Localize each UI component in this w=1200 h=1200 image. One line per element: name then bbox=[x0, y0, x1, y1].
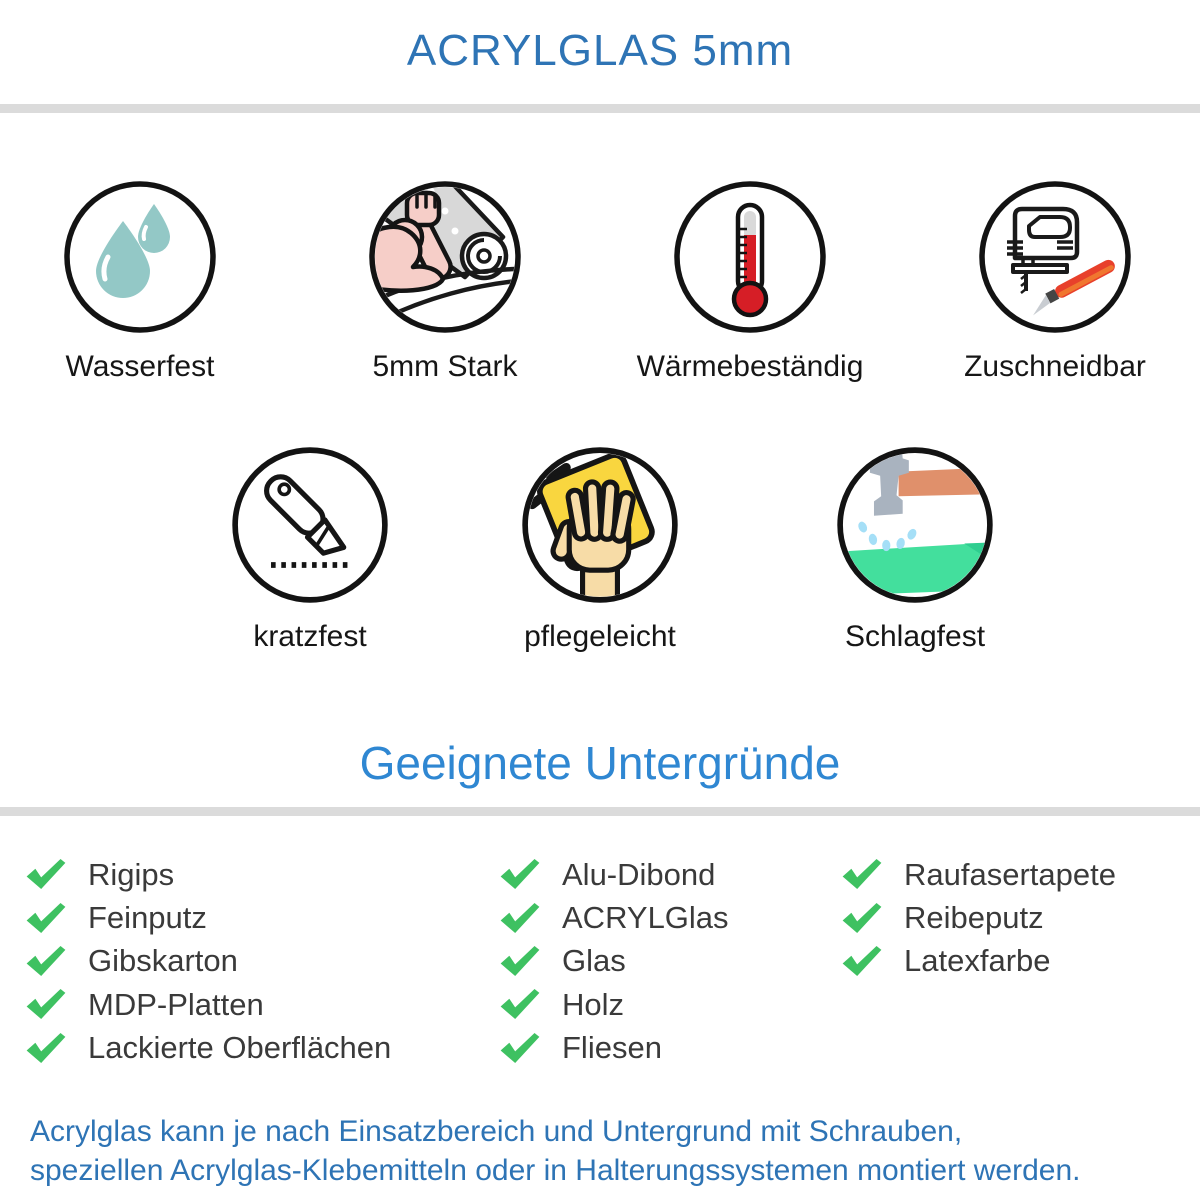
surfaces-heading: Geeignete Untergründe bbox=[359, 737, 841, 789]
checkmark-icon bbox=[498, 903, 542, 934]
surface-item bbox=[498, 940, 729, 983]
checkmark-icon bbox=[840, 903, 884, 934]
checkmark-icon bbox=[498, 946, 542, 977]
surface-label: Glas bbox=[562, 943, 626, 979]
surfaces-column-2 bbox=[498, 853, 729, 1070]
surface-item bbox=[24, 983, 391, 1026]
divider-top bbox=[0, 104, 1200, 113]
mounting-note-line2: speziellen Acrylglas-Klebemitteln oder in Halterungssystemen montiert werden. bbox=[30, 1154, 1081, 1187]
feature-label: kratzfest bbox=[253, 620, 367, 653]
divider-middle bbox=[0, 807, 1200, 816]
surface-item bbox=[498, 896, 729, 939]
checkmark-icon bbox=[498, 1033, 542, 1064]
feature-label: 5mm Stark bbox=[372, 350, 518, 383]
hand-cloth-icon bbox=[520, 445, 680, 605]
surface-item bbox=[840, 940, 1116, 983]
surface-label: Lackierte Oberflächen bbox=[88, 1030, 392, 1066]
surface-label: Latexfarbe bbox=[904, 943, 1051, 979]
page-title: ACRYLGLAS 5mm bbox=[406, 26, 794, 75]
feature-pflegeleicht bbox=[460, 445, 740, 654]
surface-item bbox=[24, 853, 391, 896]
checkmark-icon bbox=[24, 989, 68, 1020]
surface-item bbox=[498, 1027, 729, 1070]
checkmark-icon bbox=[498, 859, 542, 890]
surface-label: ACRYLGlas bbox=[562, 900, 729, 936]
surface-item bbox=[840, 896, 1116, 939]
checkmark-icon bbox=[24, 903, 68, 934]
surface-label: Alu-Dibond bbox=[562, 856, 716, 892]
feature-label: pflegeleicht bbox=[524, 620, 676, 653]
checkmark-icon bbox=[24, 946, 68, 977]
feature-5mm-stark bbox=[305, 179, 585, 384]
jigsaw-cutter-icon bbox=[977, 179, 1133, 335]
surface-item bbox=[840, 853, 1116, 896]
feature-label: Schlagfest bbox=[844, 620, 986, 653]
checkmark-icon bbox=[24, 1033, 68, 1064]
feature-label: Wasserfest bbox=[65, 350, 215, 383]
mounting-note-line1: Acrylglas kann je nach Einsatzbereich und Untergrund mit Schrauben, bbox=[30, 1115, 963, 1148]
checkmark-icon bbox=[840, 859, 884, 890]
feature-waermebestaendig bbox=[610, 179, 890, 384]
feature-schlagfest bbox=[775, 445, 1055, 654]
surface-label: MDP-Platten bbox=[88, 986, 264, 1022]
water-drops-icon bbox=[62, 179, 218, 335]
surface-label: Rigips bbox=[88, 856, 175, 892]
thermometer-icon bbox=[672, 179, 828, 335]
hammer-icon bbox=[835, 445, 995, 605]
surface-label: Gibskarton bbox=[88, 943, 238, 979]
checkmark-icon bbox=[498, 989, 542, 1020]
surface-label: Raufasertapete bbox=[904, 856, 1116, 892]
feature-zuschneidbar bbox=[915, 179, 1195, 384]
checkmark-icon bbox=[840, 946, 884, 977]
feature-label: Zuschneidbar bbox=[964, 350, 1146, 383]
checkmark-icon bbox=[24, 859, 68, 890]
feature-kratzfest bbox=[170, 445, 450, 654]
surface-label: Reibeputz bbox=[904, 900, 1044, 936]
utility-knife-icon bbox=[230, 445, 390, 605]
surface-item bbox=[24, 896, 391, 939]
flexed-arm-icon bbox=[367, 179, 523, 335]
feature-label: Wärmebeständig bbox=[636, 350, 864, 383]
surface-item bbox=[24, 940, 391, 983]
surface-label: Feinputz bbox=[88, 900, 207, 936]
surface-item bbox=[24, 1027, 391, 1070]
surface-label: Fliesen bbox=[562, 1030, 662, 1066]
feature-wasserfest bbox=[0, 179, 280, 384]
surface-item bbox=[498, 853, 729, 896]
mounting-note bbox=[30, 1112, 1081, 1190]
surfaces-column-3 bbox=[840, 853, 1116, 983]
surface-item bbox=[498, 983, 729, 1026]
surfaces-column-1 bbox=[24, 853, 391, 1070]
surface-label: Holz bbox=[562, 986, 625, 1022]
